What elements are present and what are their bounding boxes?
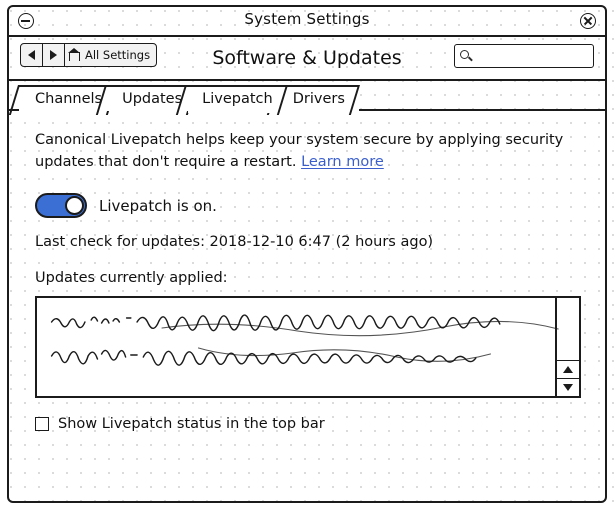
livepatch-toggle-row [35, 193, 581, 218]
scroll-down-arrow-icon[interactable] [557, 378, 579, 396]
updates-applied-label: Updates currently applied: [35, 270, 228, 286]
tab-livepatch-label: Livepatch [202, 91, 273, 107]
livepatch-panel [9, 111, 605, 432]
tab-livepatch[interactable] [186, 85, 287, 111]
title-bar [9, 7, 605, 37]
livepatch-description-text: Canonical Livepatch helps keep your system secure by applying security updates that don't require a restart. [35, 132, 564, 170]
show-status-checkbox[interactable] [35, 417, 49, 431]
updates-applied-list[interactable] [35, 296, 581, 398]
page-title: Software & Updates [212, 47, 402, 69]
tab-drivers-label: Drivers [292, 91, 345, 107]
scroll-up-arrow-icon[interactable] [557, 360, 579, 378]
search-icon [460, 50, 469, 59]
search-input[interactable] [475, 47, 591, 67]
all-settings-label: All Settings [85, 48, 151, 62]
search-box[interactable] [454, 44, 594, 68]
scribble-content [37, 298, 579, 396]
tab-drivers[interactable] [277, 85, 359, 111]
system-settings-window [7, 5, 607, 503]
last-check-label: Last check for updates: 2018-12-10 6:47 (2 hours ago) [35, 234, 434, 250]
close-icon[interactable] [580, 13, 596, 29]
toolbar [9, 37, 605, 81]
list-scrollbar[interactable] [555, 298, 579, 396]
livepatch-description [35, 129, 575, 173]
show-status-checkbox-row[interactable] [35, 416, 581, 432]
learn-more-link[interactable]: Learn more [301, 154, 384, 170]
toggle-knob [65, 196, 84, 215]
livepatch-toggle-label: Livepatch is on. [99, 196, 217, 215]
window-title: System Settings [244, 10, 370, 28]
tab-updates-label: Updates [122, 91, 183, 107]
livepatch-toggle[interactable] [35, 193, 87, 218]
show-status-label: Show Livepatch status in the top bar [58, 416, 325, 432]
tab-bar [9, 85, 605, 111]
tab-channels-label: Channels [35, 91, 103, 107]
